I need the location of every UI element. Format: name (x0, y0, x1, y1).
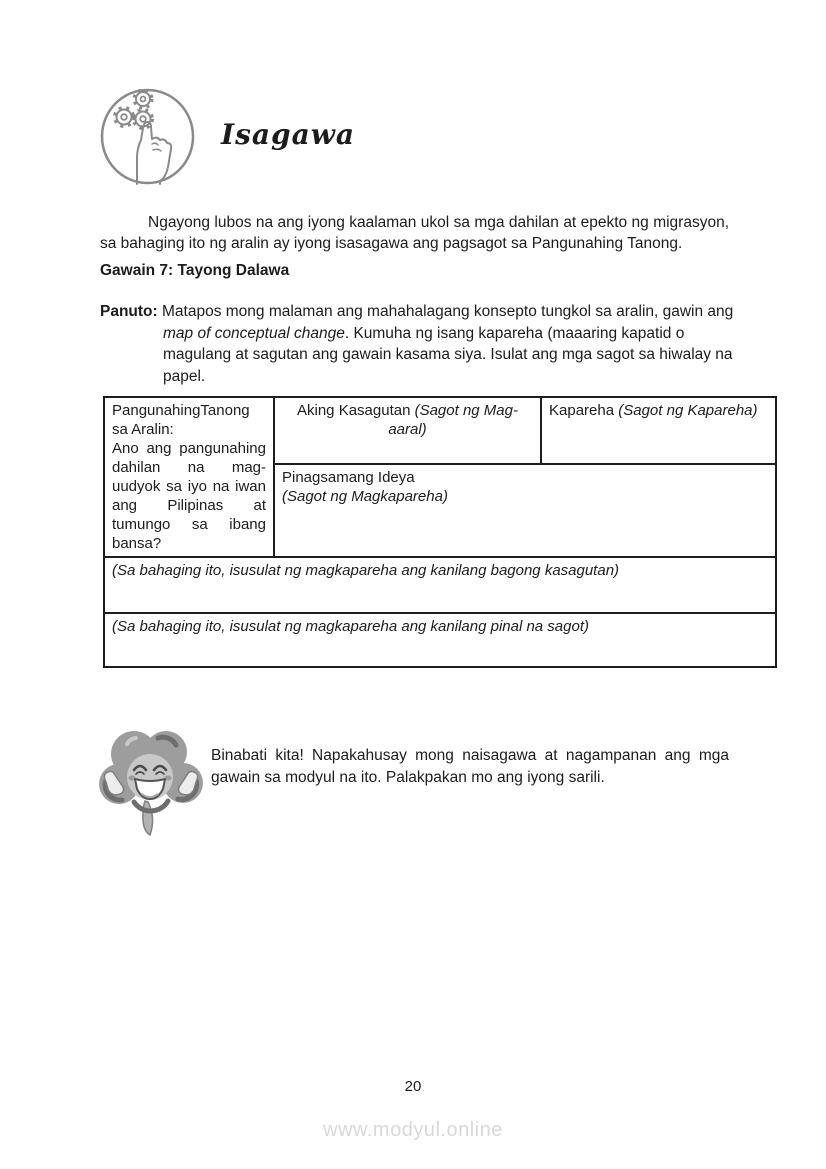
panuto-text-before: Matapos mong malaman ang mahahalagang konsepto tungkol sa aralin, gawin ang (162, 303, 734, 320)
panuto-text-after: . Kumuha ng isang kapareha (maaaring kapatid o magulang at sagutan ang gawain kasama siya. Isulat ang mga sagot sa hiwalay na papel. (163, 324, 733, 385)
table-row (104, 613, 776, 667)
activity-heading: Gawain 7: Tayong Dalawa (100, 262, 290, 279)
combined-idea-normal: Pinagsamang Ideya (282, 468, 415, 486)
hand-gears-icon (100, 88, 195, 185)
intro-paragraph: Ngayong lubos na ang iyong kaalaman ukol sa mga dahilan at epekto ng migrasyon, sa bahaging ito ng aralin ay iyong isasagawa ang pagsagot sa Pangunahing Tanong. (100, 213, 729, 252)
my-answer-header-italic: (Sagot ng Mag-aaral) (388, 402, 518, 438)
question-cell-heading: PangunahingTanong sa Aralin: (112, 402, 250, 438)
final-answer-cell: (Sa bahaging ito, isusulat ng magkapareha ang kanilang pinal na sagot) (104, 613, 776, 667)
page-number: 20 (404, 1078, 422, 1095)
my-answer-header-normal: Aking Kasagutan (297, 402, 415, 419)
clover-mascot-icon (98, 722, 204, 842)
table-row (104, 557, 776, 613)
combined-idea-italic: (Sagot ng Magkapareha) (282, 487, 448, 505)
my-answer-header-cell (274, 397, 541, 464)
congratulations-text: Binabati kita! Napakahusay mong naisagawa at nagampanan ang mga gawain sa modyul na ito. Palakpakan mo ang iyong sarili. (211, 746, 729, 786)
watermark-text: www.modyul.online (323, 1119, 503, 1141)
page-title: Isagawa (221, 118, 355, 151)
partner-header-italic: (Sagot ng Kapareha) (618, 402, 758, 419)
question-cell-text: Ano ang pangunahing dahilan na mag-uudyok sa iyo na iwan ang Pilipinas at tumungo sa ibang bansa? (112, 440, 266, 552)
new-answer-cell: (Sa bahaging ito, isusulat ng magkapareha ang kanilang bagong kasagutan) (104, 557, 776, 613)
instructions-paragraph (100, 301, 734, 387)
partner-header-cell (541, 397, 776, 464)
panuto-label: Panuto: (100, 303, 158, 320)
panuto-text-italic: map of conceptual change (163, 324, 345, 342)
question-cell (104, 397, 274, 557)
conceptual-change-table (103, 396, 777, 668)
combined-idea-cell (274, 464, 776, 557)
partner-header-normal: Kapareha (549, 402, 619, 419)
table-row (104, 397, 776, 464)
